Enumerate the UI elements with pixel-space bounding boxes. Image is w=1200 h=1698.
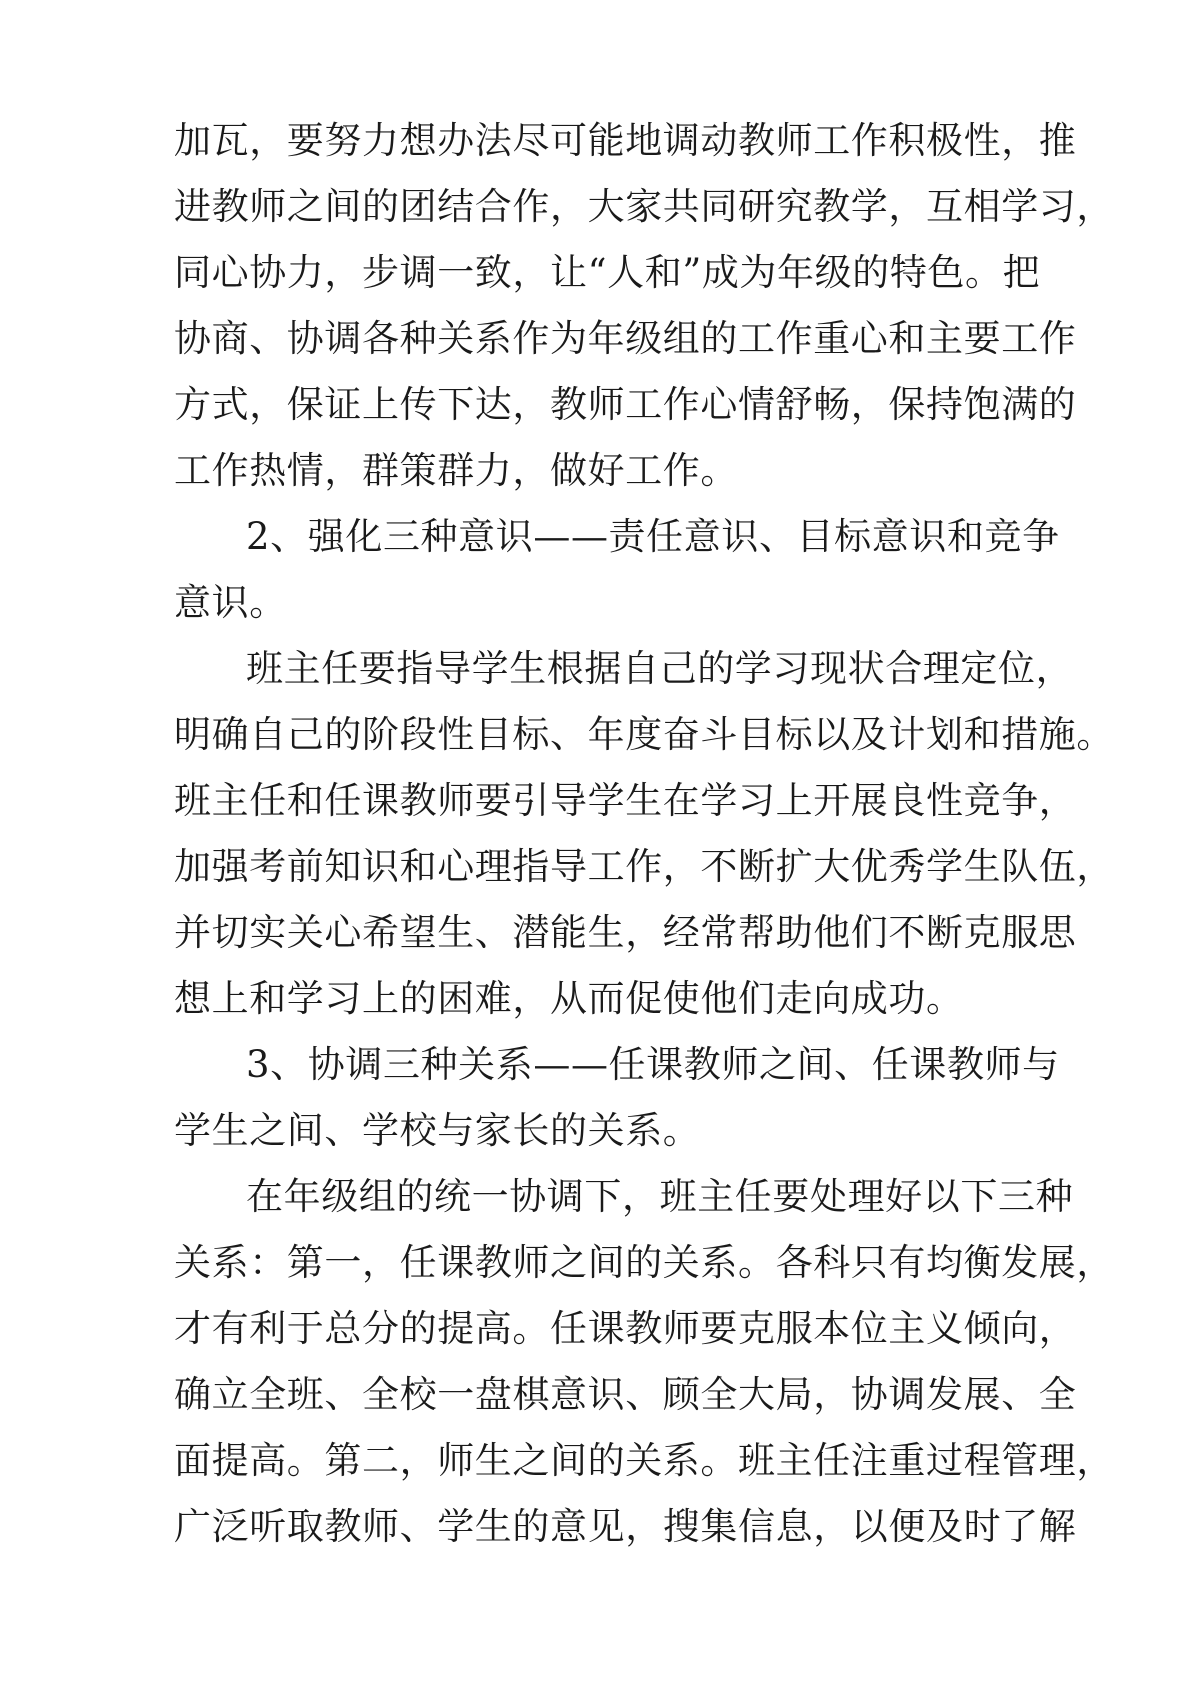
text-line: 工作热情，群策群力，做好工作。 xyxy=(174,449,738,492)
text-line: 班主任和任课教师要引导学生在学习上开展良性竞争， xyxy=(174,779,1077,822)
section-heading-2: 2、强化三种意识——责任意识、目标意识和竞争 xyxy=(246,515,1060,558)
text-line: 方式，保证上传下达，教师工作心情舒畅，保持饱满的 xyxy=(174,383,1077,426)
text-line: 并切实关心希望生、潜能生，经常帮助他们不断克服思 xyxy=(174,911,1077,954)
paragraph-start: 在年级组的统一协调下，班主任要处理好以下三种 xyxy=(246,1175,1074,1218)
text-line: 关系：第一，任课教师之间的关系。各科只有均衡发展， xyxy=(174,1241,1114,1284)
text-line: 广泛听取教师、学生的意见，搜集信息，以便及时了解 xyxy=(174,1505,1077,1548)
text-line: 想上和学习上的困难，从而促使他们走向成功。 xyxy=(174,977,964,1020)
section-heading-3: 3、协调三种关系——任课教师之间、任课教师与 xyxy=(246,1043,1060,1086)
text-line: 协商、协调各种关系作为年级组的工作重心和主要工作 xyxy=(174,317,1077,360)
text-line: 意识。 xyxy=(174,581,287,624)
text-line: 面提高。第二，师生之间的关系。班主任注重过程管理， xyxy=(174,1439,1114,1482)
text-line: 确立全班、全校一盘棋意识、顾全大局，协调发展、全 xyxy=(174,1373,1077,1416)
text-line: 明确自己的阶段性目标、年度奋斗目标以及计划和措施。 xyxy=(174,713,1114,756)
text-line: 才有利于总分的提高。任课教师要克服本位主义倾向， xyxy=(174,1307,1077,1350)
text-line: 加强考前知识和心理指导工作，不断扩大优秀学生队伍， xyxy=(174,845,1114,888)
text-line: 加瓦，要努力想办法尽可能地调动教师工作积极性，推 xyxy=(174,119,1077,162)
text-line: 同心协力，步调一致，让“人和”成为年级的特色。把 xyxy=(174,251,1041,294)
text-line: 学生之间、学校与家长的关系。 xyxy=(174,1109,701,1152)
paragraph-start: 班主任要指导学生根据自己的学习现状合理定位， xyxy=(246,647,1074,690)
text-line: 进教师之间的团结合作，大家共同研究教学，互相学习， xyxy=(174,185,1114,228)
